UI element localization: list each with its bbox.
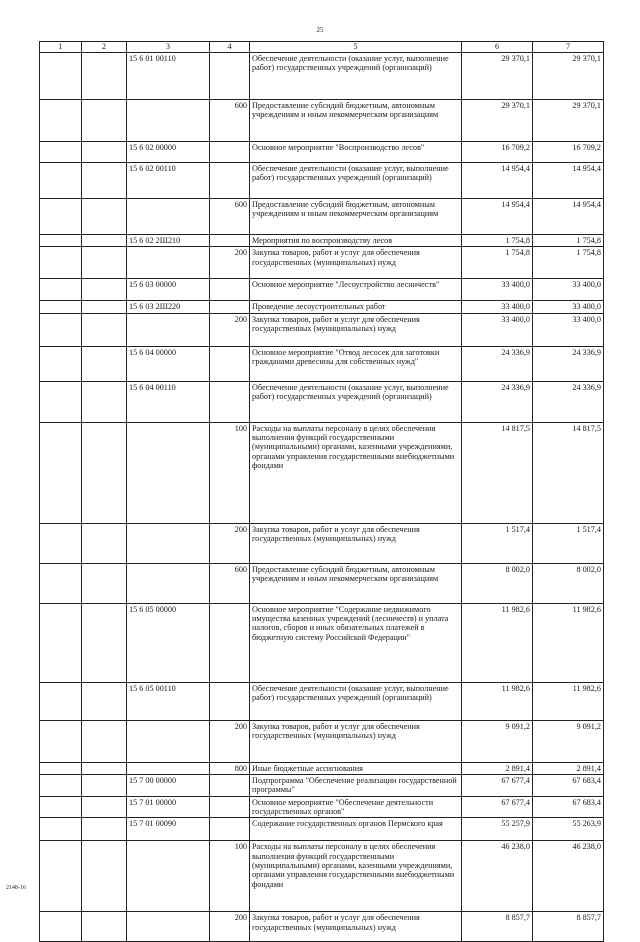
expense-type xyxy=(210,603,250,682)
amount-year2: 14 954,4 xyxy=(533,163,604,199)
target-code xyxy=(127,762,210,774)
expense-type: 800 xyxy=(210,762,250,774)
amount-year2: 9 091,2 xyxy=(533,720,604,762)
amount-year2: 29 370,1 xyxy=(533,53,604,100)
col1-cell xyxy=(40,279,82,301)
table-row xyxy=(40,523,604,563)
col2-cell xyxy=(82,199,127,235)
col1-cell xyxy=(40,682,82,720)
target-code xyxy=(127,199,210,235)
expense-type xyxy=(210,142,250,163)
col2-cell xyxy=(82,796,127,818)
table-row xyxy=(40,422,604,523)
col2-cell xyxy=(82,841,127,912)
col1-cell xyxy=(40,796,82,818)
target-code xyxy=(127,720,210,762)
expense-type: 100 xyxy=(210,422,250,523)
column-header: 6 xyxy=(462,42,533,53)
header-row xyxy=(40,42,604,53)
col1-cell xyxy=(40,818,82,841)
expense-type xyxy=(210,235,250,247)
col2-cell xyxy=(82,346,127,381)
col1-cell xyxy=(40,142,82,163)
expense-type: 100 xyxy=(210,841,250,912)
expense-type xyxy=(210,775,250,797)
column-header: 3 xyxy=(127,42,210,53)
target-code: 15 6 02 00000 xyxy=(127,142,210,163)
col1-cell xyxy=(40,422,82,523)
col1-cell xyxy=(40,841,82,912)
target-code: 15 6 05 00110 xyxy=(127,682,210,720)
item-name: Иные бюджетные ассигнования xyxy=(250,762,462,774)
col2-cell xyxy=(82,603,127,682)
table-row xyxy=(40,247,604,279)
amount-year1: 8 857,7 xyxy=(462,912,533,942)
amount-year2: 24 336,9 xyxy=(533,346,604,381)
expense-type: 200 xyxy=(210,313,250,346)
table-row xyxy=(40,142,604,163)
amount-year1: 1 517,4 xyxy=(462,523,533,563)
expense-type: 600 xyxy=(210,563,250,603)
table-row xyxy=(40,563,604,603)
item-name: Расходы на выплаты персоналу в целях обеспечения выполнения функций государственными (муниципальными) органами, казенными учреждениями, органами управления государственными внебюджетными фондами xyxy=(250,841,462,912)
expense-type xyxy=(210,796,250,818)
table-row xyxy=(40,313,604,346)
item-name: Подпрограмма "Обеспечение реализации государственной программы" xyxy=(250,775,462,797)
col1-cell xyxy=(40,235,82,247)
target-code xyxy=(127,523,210,563)
target-code: 15 6 03 00000 xyxy=(127,279,210,301)
target-code: 15 6 01 00110 xyxy=(127,53,210,100)
target-code: 15 6 02 2Ш210 xyxy=(127,235,210,247)
page-number: 25 xyxy=(316,26,324,34)
col2-cell xyxy=(82,279,127,301)
expense-type: 200 xyxy=(210,523,250,563)
col2-cell xyxy=(82,142,127,163)
col2-cell xyxy=(82,762,127,774)
expense-type xyxy=(210,163,250,199)
col2-cell xyxy=(82,100,127,142)
table-row xyxy=(40,603,604,682)
target-code: 15 6 03 2Ш220 xyxy=(127,301,210,313)
table-row xyxy=(40,53,604,100)
amount-year2: 29 370,1 xyxy=(533,100,604,142)
col2-cell xyxy=(82,235,127,247)
col1-cell xyxy=(40,53,82,100)
amount-year1: 11 982,6 xyxy=(462,603,533,682)
amount-year1: 8 002,0 xyxy=(462,563,533,603)
amount-year1: 14 817,5 xyxy=(462,422,533,523)
expense-type xyxy=(210,346,250,381)
table-row xyxy=(40,762,604,774)
column-header: 2 xyxy=(82,42,127,53)
amount-year2: 14 817,5 xyxy=(533,422,604,523)
amount-year2: 14 954,4 xyxy=(533,199,604,235)
amount-year2: 1 517,4 xyxy=(533,523,604,563)
item-name: Основное мероприятие "Отвод лесосек для заготовки гражданами древесины для собственных нужд" xyxy=(250,346,462,381)
expense-type: 200 xyxy=(210,912,250,942)
table-row xyxy=(40,235,604,247)
item-name: Расходы на выплаты персоналу в целях обеспечения выполнения функций государственными (муниципальными) органами, казенными учреждениями, органами управления государственными внебюджетными фондами xyxy=(250,422,462,523)
table-row xyxy=(40,301,604,313)
col1-cell xyxy=(40,912,82,942)
column-header: 7 xyxy=(533,42,604,53)
col2-cell xyxy=(82,720,127,762)
item-name: Предоставление субсидий бюджетным, автономным учреждениям и иным некоммерческим организациям xyxy=(250,100,462,142)
table-row xyxy=(40,912,604,942)
target-code xyxy=(127,563,210,603)
column-header: 1 xyxy=(40,42,82,53)
target-code: 15 6 04 00110 xyxy=(127,381,210,422)
target-code: 15 6 05 00000 xyxy=(127,603,210,682)
col1-cell xyxy=(40,720,82,762)
col1-cell xyxy=(40,247,82,279)
table-row xyxy=(40,279,604,301)
col1-cell xyxy=(40,100,82,142)
table-row xyxy=(40,163,604,199)
item-name: Мероприятия по воспроизводству лесов xyxy=(250,235,462,247)
table-row xyxy=(40,346,604,381)
amount-year1: 67 677,4 xyxy=(462,796,533,818)
amount-year2: 33 400,0 xyxy=(533,313,604,346)
amount-year1: 33 400,0 xyxy=(462,279,533,301)
amount-year1: 33 400,0 xyxy=(462,301,533,313)
col1-cell xyxy=(40,163,82,199)
expense-type xyxy=(210,682,250,720)
item-name: Закупка товаров, работ и услуг для обеспечения государственных (муниципальных) нужд xyxy=(250,912,462,942)
amount-year2: 67 683,4 xyxy=(533,796,604,818)
amount-year1: 1 754,8 xyxy=(462,235,533,247)
col1-cell xyxy=(40,603,82,682)
amount-year1: 1 754,8 xyxy=(462,247,533,279)
target-code xyxy=(127,247,210,279)
target-code: 15 7 00 00000 xyxy=(127,775,210,797)
item-name: Проведение лесоустроительных работ xyxy=(250,301,462,313)
col2-cell xyxy=(82,912,127,942)
col2-cell xyxy=(82,818,127,841)
col2-cell xyxy=(82,682,127,720)
col1-cell xyxy=(40,775,82,797)
amount-year2: 11 982,6 xyxy=(533,682,604,720)
amount-year1: 14 954,4 xyxy=(462,163,533,199)
table-row xyxy=(40,720,604,762)
amount-year2: 55 263,9 xyxy=(533,818,604,841)
expense-type: 200 xyxy=(210,720,250,762)
item-name: Закупка товаров, работ и услуг для обеспечения государственных (муниципальных) нужд xyxy=(250,523,462,563)
col1-cell xyxy=(40,346,82,381)
target-code: 15 7 01 00090 xyxy=(127,818,210,841)
target-code xyxy=(127,841,210,912)
amount-year1: 67 677,4 xyxy=(462,775,533,797)
table-row xyxy=(40,841,604,912)
col2-cell xyxy=(82,775,127,797)
amount-year1: 29 370,1 xyxy=(462,100,533,142)
col1-cell xyxy=(40,199,82,235)
column-header: 4 xyxy=(210,42,250,53)
item-name: Основное мероприятие "Воспроизводство лесов" xyxy=(250,142,462,163)
amount-year1: 16 709,2 xyxy=(462,142,533,163)
amount-year2: 67 683,4 xyxy=(533,775,604,797)
col2-cell xyxy=(82,247,127,279)
col1-cell xyxy=(40,563,82,603)
col2-cell xyxy=(82,523,127,563)
amount-year2: 2 891,4 xyxy=(533,762,604,774)
expense-type xyxy=(210,279,250,301)
item-name: Закупка товаров, работ и услуг для обеспечения государственных (муниципальных) нужд xyxy=(250,247,462,279)
target-code xyxy=(127,422,210,523)
amount-year2: 16 709,2 xyxy=(533,142,604,163)
target-code xyxy=(127,912,210,942)
amount-year2: 33 400,0 xyxy=(533,301,604,313)
amount-year1: 2 891,4 xyxy=(462,762,533,774)
amount-year1: 24 336,9 xyxy=(462,381,533,422)
table-row xyxy=(40,775,604,797)
document-code: 2148-16 xyxy=(6,885,26,891)
table-row xyxy=(40,796,604,818)
amount-year1: 55 257,9 xyxy=(462,818,533,841)
amount-year1: 24 336,9 xyxy=(462,346,533,381)
amount-year1: 9 091,2 xyxy=(462,720,533,762)
col1-cell xyxy=(40,523,82,563)
expense-type: 600 xyxy=(210,199,250,235)
amount-year1: 33 400,0 xyxy=(462,313,533,346)
amount-year2: 24 336,9 xyxy=(533,381,604,422)
amount-year2: 46 238,0 xyxy=(533,841,604,912)
target-code: 15 6 02 00110 xyxy=(127,163,210,199)
item-name: Предоставление субсидий бюджетным, автономным учреждениям и иным некоммерческим организациям xyxy=(250,199,462,235)
item-name: Обеспечение деятельности (оказание услуг, выполнение работ) государственных учреждений (организаций) xyxy=(250,53,462,100)
col2-cell xyxy=(82,163,127,199)
item-name: Обеспечение деятельности (оказание услуг, выполнение работ) государственных учреждений (организаций) xyxy=(250,682,462,720)
amount-year1: 46 238,0 xyxy=(462,841,533,912)
target-code xyxy=(127,313,210,346)
table-row xyxy=(40,682,604,720)
col1-cell xyxy=(40,313,82,346)
col1-cell xyxy=(40,301,82,313)
col2-cell xyxy=(82,301,127,313)
item-name: Обеспечение деятельности (оказание услуг, выполнение работ) государственных учреждений (организаций) xyxy=(250,163,462,199)
table-row xyxy=(40,100,604,142)
item-name: Основное мероприятие "Обеспечение деятельности государственных органов" xyxy=(250,796,462,818)
expense-type xyxy=(210,53,250,100)
amount-year2: 11 982,6 xyxy=(533,603,604,682)
item-name: Обеспечение деятельности (оказание услуг, выполнение работ) государственных учреждений (организаций) xyxy=(250,381,462,422)
amount-year2: 1 754,8 xyxy=(533,247,604,279)
target-code: 15 6 04 00000 xyxy=(127,346,210,381)
expense-type: 200 xyxy=(210,247,250,279)
table-row xyxy=(40,381,604,422)
item-name: Предоставление субсидий бюджетным, автономным учреждениям и иным некоммерческим организациям xyxy=(250,563,462,603)
item-name: Основное мероприятие "Лесоустройство лесничеств" xyxy=(250,279,462,301)
target-code: 15 7 01 00000 xyxy=(127,796,210,818)
col2-cell xyxy=(82,563,127,603)
column-header: 5 xyxy=(250,42,462,53)
col1-cell xyxy=(40,381,82,422)
expense-type xyxy=(210,381,250,422)
target-code xyxy=(127,100,210,142)
amount-year1: 14 954,4 xyxy=(462,199,533,235)
col2-cell xyxy=(82,53,127,100)
amount-year1: 29 370,1 xyxy=(462,53,533,100)
expense-type xyxy=(210,818,250,841)
item-name: Закупка товаров, работ и услуг для обеспечения государственных (муниципальных) нужд xyxy=(250,720,462,762)
expense-type: 600 xyxy=(210,100,250,142)
table-row xyxy=(40,199,604,235)
item-name: Основное мероприятие "Содержание недвижимого имущества казенных учреждений (лесничеств) и уплата налогов, сборов и иных обязательных платежей в бюджетную систему Российской Федерации" xyxy=(250,603,462,682)
amount-year2: 33 400,0 xyxy=(533,279,604,301)
col2-cell xyxy=(82,381,127,422)
amount-year2: 8 002,0 xyxy=(533,563,604,603)
expense-type xyxy=(210,301,250,313)
amount-year2: 1 754,8 xyxy=(533,235,604,247)
col1-cell xyxy=(40,762,82,774)
table-row xyxy=(40,818,604,841)
item-name: Содержание государственных органов Пермского края xyxy=(250,818,462,841)
col2-cell xyxy=(82,313,127,346)
amount-year1: 11 982,6 xyxy=(462,682,533,720)
item-name: Закупка товаров, работ и услуг для обеспечения государственных (муниципальных) нужд xyxy=(250,313,462,346)
budget-table xyxy=(39,41,604,942)
col2-cell xyxy=(82,422,127,523)
amount-year2: 8 857,7 xyxy=(533,912,604,942)
